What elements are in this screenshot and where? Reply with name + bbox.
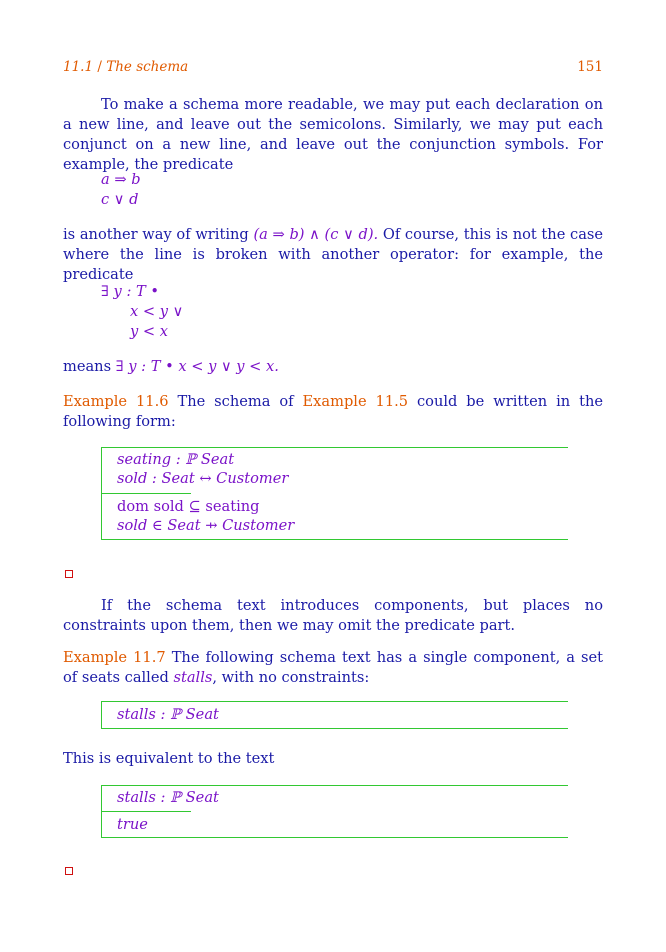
end-of-example-mark <box>65 570 73 578</box>
page-number: 151 <box>577 59 603 75</box>
schema-top-rule <box>102 785 568 786</box>
schema-declaration: stalls : ℙ Seat <box>117 789 219 806</box>
schema-top-rule <box>102 701 568 702</box>
inline-math: stalls <box>173 669 213 686</box>
example-label: Example 11.7 <box>63 649 166 666</box>
display-line: c ∨ d <box>101 191 139 208</box>
schema-declaration: seating : ℙ Seat <box>117 451 235 468</box>
text-run: could be written in the following form: <box>63 393 603 430</box>
schema-divider <box>102 493 191 494</box>
display-predicate-2 <box>101 282 183 342</box>
text-run: , with no constraints: <box>212 669 370 686</box>
example-label: Example 11.6 <box>63 393 169 410</box>
header-separator: / <box>97 59 102 75</box>
example-11-6 <box>63 392 603 432</box>
display-line: a ⇒ b <box>101 171 141 188</box>
paragraph-readability: To make a schema more readable, we may put each declaration on a new line, and leave out the semicolons. Similarly, we may put each conjunct on a new line, and leave out the conjunction symbols. For example, the predicate <box>63 96 603 173</box>
schema-bottom-rule <box>102 539 568 540</box>
text-run: The following schema text has a single component, a set of seats called <box>63 649 604 686</box>
text-run: Of course, this is not the case where the line is broken with another operator: for example, the predicate <box>63 226 604 283</box>
schema-top-rule <box>102 447 568 448</box>
display-line: ∃ y : T • <box>101 283 159 300</box>
paragraph-means <box>63 357 603 377</box>
section-number: 11.1 <box>63 59 94 75</box>
display-line: x < y ∨ <box>130 303 184 320</box>
inline-math: (a ⇒ b) ∧ (c ∨ d). <box>253 226 379 243</box>
schema-bottom-rule <box>102 728 568 729</box>
schema-box-stalls <box>101 701 568 729</box>
paragraph-omit-predicate: If the schema text introduces components, but places no constraints upon them, then we may omit the predicate part. <box>63 597 603 634</box>
text-run: The schema of <box>177 393 294 410</box>
schema-predicate: sold ∈ Seat ⇸ Customer <box>117 517 295 534</box>
schema-bottom-rule <box>102 837 568 838</box>
text-run: is another way of writing <box>63 226 249 243</box>
inline-math: ∃ y : T • x < y ∨ y < x. <box>115 358 279 375</box>
schema-predicate: true <box>117 816 148 833</box>
schema-box-seating <box>101 447 568 540</box>
predicate-text: dom sold ⊆ seating <box>117 498 260 515</box>
display-predicate-1 <box>101 170 141 210</box>
running-header <box>63 59 188 75</box>
paragraph-equivalent: This is equivalent to the text <box>63 750 275 767</box>
schema-divider <box>102 811 191 812</box>
text-run: means <box>63 358 112 375</box>
display-line: y < x <box>130 323 168 340</box>
schema-declaration: stalls : ℙ Seat <box>117 706 219 723</box>
paragraph-equivalence <box>63 225 603 285</box>
example-reference-link[interactable]: Example 11.5 <box>302 393 409 410</box>
schema-declaration: sold : Seat ↔ Customer <box>117 470 289 487</box>
schema-box-stalls-true <box>101 785 568 838</box>
schema-predicate <box>117 498 260 516</box>
example-11-7 <box>63 648 603 688</box>
section-title: The schema <box>106 59 189 75</box>
end-of-example-mark <box>65 867 73 875</box>
